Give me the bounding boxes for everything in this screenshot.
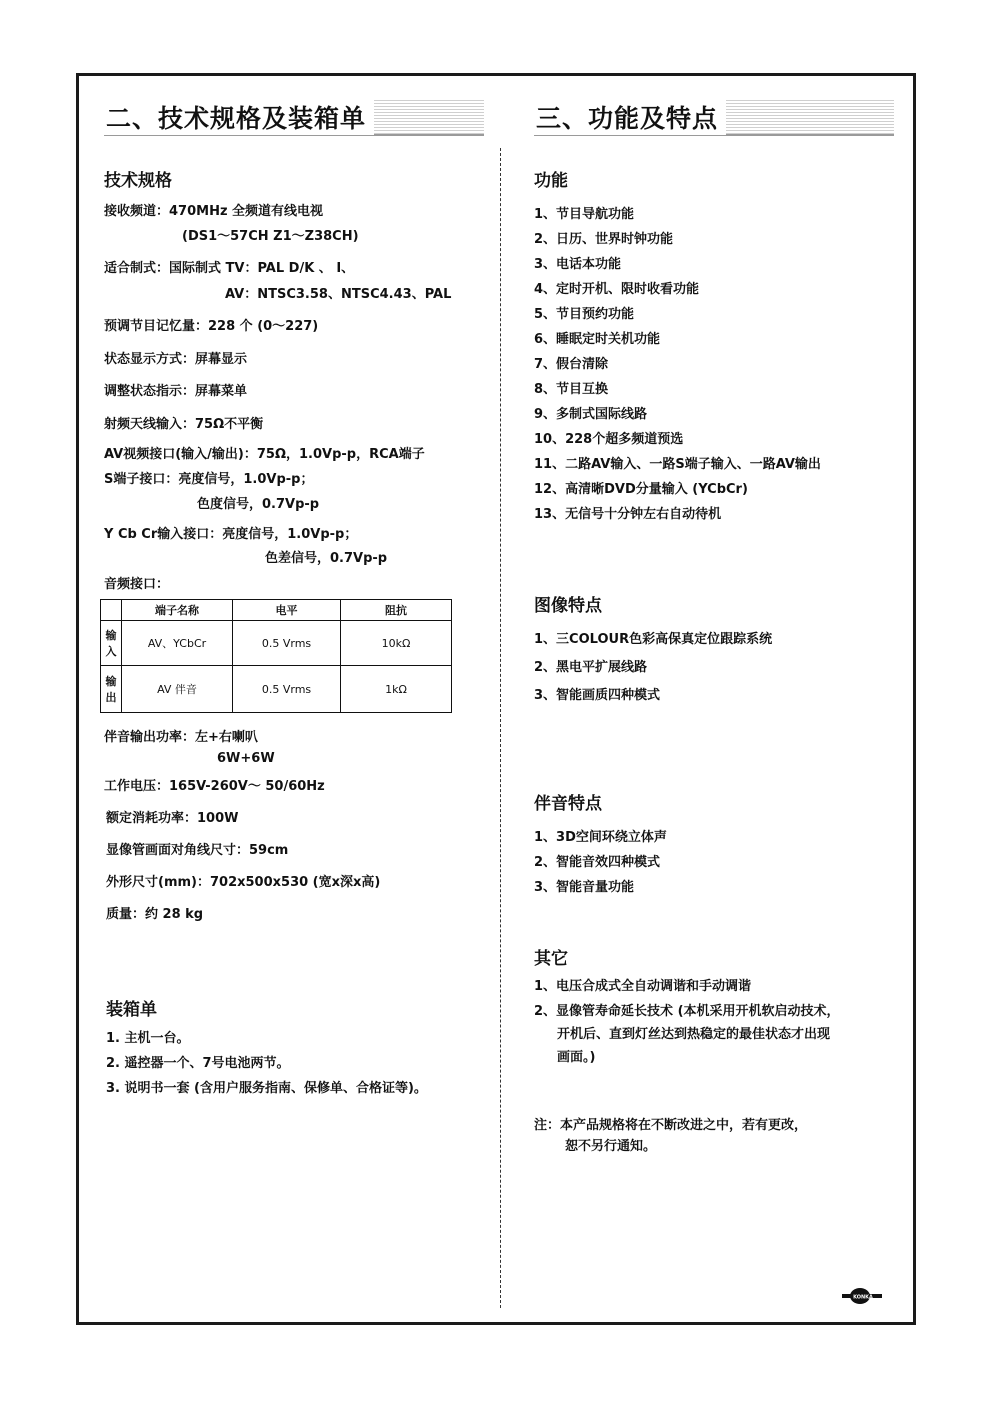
spec-line: 6W+6W bbox=[217, 751, 275, 766]
spec-line: Y Cb Cr输入接口：亮度信号，1.0Vp-p； bbox=[104, 527, 358, 542]
table-group-cell: 输入 bbox=[101, 621, 122, 666]
spec-line: AV视频接口(输入/输出)：75Ω，1.0Vp-p，RCA端子 bbox=[104, 447, 425, 462]
list-item: 3. 说明书一套 (含用户服务指南、保修单、合格证等)。 bbox=[106, 1081, 427, 1096]
list-item: 10、228个超多频道预选 bbox=[534, 432, 684, 447]
table-group-cell: 输出 bbox=[101, 666, 122, 713]
table-corner-cell bbox=[101, 600, 122, 621]
spec-line: 伴音输出功率：左+右喇叭 bbox=[104, 730, 258, 745]
list-item: 1. 主机一台。 bbox=[106, 1031, 190, 1046]
table-cell: AV、YCbCr bbox=[122, 621, 233, 666]
other-item: 1、电压合成式全自动调谐和手动调谐 bbox=[534, 979, 752, 994]
other-item: 2、显像管寿命延长技术 (本机采用开机软启动技术， bbox=[534, 1004, 840, 1019]
spec-line: 色差信号，0.7Vp-p bbox=[265, 551, 388, 566]
right-section-banner bbox=[534, 100, 894, 136]
left-banner-title: 二、技术规格及装箱单 bbox=[104, 99, 374, 135]
column-divider bbox=[500, 148, 501, 1308]
spec-line: 状态显示方式：屏幕显示 bbox=[104, 352, 248, 367]
spec-line: 外形尺寸(mm)：702x500x530 (宽x深x高) bbox=[106, 875, 381, 890]
list-item: 1、节目导航功能 bbox=[534, 207, 635, 222]
list-item: 3、电话本功能 bbox=[534, 257, 622, 272]
image-features-list bbox=[534, 628, 772, 712]
functions-list bbox=[534, 203, 821, 528]
right-banner-title: 三、功能及特点 bbox=[534, 99, 726, 135]
list-item: 2、日历、世界时钟功能 bbox=[534, 232, 674, 247]
list-item: 3、智能画质四种模式 bbox=[534, 688, 661, 703]
list-item: 13、无信号十分钟左右自动待机 bbox=[534, 507, 722, 522]
packing-list bbox=[106, 1027, 427, 1102]
list-item: 6、睡眠定时关机功能 bbox=[534, 332, 661, 347]
table-cell: 0.5 Vrms bbox=[233, 621, 341, 666]
list-item: 9、多制式国际线路 bbox=[534, 407, 648, 422]
list-item: 11、二路AV输入、一路S端子输入、一路AV输出 bbox=[534, 457, 821, 472]
spec-line: 接收频道：470MHz 全频道有线电视 bbox=[104, 204, 324, 219]
spec-line: 额定消耗功率：100W bbox=[106, 811, 239, 826]
note-line: 注：本产品规格将在不断改进之中，若有更改， bbox=[534, 1118, 808, 1133]
spec-line: S端子接口：亮度信号，1.0Vp-p； bbox=[104, 472, 314, 487]
list-item: 2、黑电平扩展线路 bbox=[534, 660, 648, 675]
brand-logo bbox=[840, 1284, 886, 1308]
spec-line: 预调节目记忆量：228 个 (0～227) bbox=[104, 319, 319, 334]
list-item: 5、节目预约功能 bbox=[534, 307, 635, 322]
sound-features-list bbox=[534, 826, 667, 901]
list-item: 7、假台清除 bbox=[534, 357, 609, 372]
table-cell: 10kΩ bbox=[341, 621, 452, 666]
table-row bbox=[101, 621, 452, 666]
table-header-row bbox=[101, 600, 452, 621]
spec-line: 射频天线输入：75Ω不平衡 bbox=[104, 417, 264, 432]
other-item-continued: 画面。) bbox=[557, 1050, 596, 1065]
audio-interface-table bbox=[100, 599, 452, 713]
table-header: 端子名称 bbox=[122, 600, 233, 621]
image-features-heading: 图像特点 bbox=[534, 596, 602, 616]
list-item: 3、智能音量功能 bbox=[534, 880, 635, 895]
spec-line: 显像管画面对角线尺寸：59cm bbox=[106, 843, 289, 858]
note-line: 恕不另行通知。 bbox=[565, 1139, 657, 1154]
sound-features-heading: 伴音特点 bbox=[534, 794, 602, 814]
list-item: 4、定时开机、限时收看功能 bbox=[534, 282, 700, 297]
other-heading: 其它 bbox=[534, 949, 568, 969]
list-item: 12、高清晰DVD分量输入 (YCbCr) bbox=[534, 482, 748, 497]
spec-line: 适合制式：国际制式 TV：PAL D/K 、 I、 bbox=[104, 261, 355, 276]
list-item: 1、三COLOUR色彩高保真定位跟踪系统 bbox=[534, 632, 773, 647]
brand-logo-text: KONKA bbox=[853, 1294, 873, 1301]
list-item: 8、节目互换 bbox=[534, 382, 609, 397]
spec-line: 调整状态指示：屏幕菜单 bbox=[104, 384, 248, 399]
left-section-banner bbox=[104, 100, 484, 136]
table-header: 电平 bbox=[233, 600, 341, 621]
table-header: 阻抗 bbox=[341, 600, 452, 621]
packing-heading: 装箱单 bbox=[106, 1000, 157, 1020]
spec-line: 工作电压：165V-260V～ 50/60Hz bbox=[104, 779, 325, 794]
spec-line: 色度信号，0.7Vp-p bbox=[197, 497, 320, 512]
table-cell: 0.5 Vrms bbox=[233, 666, 341, 713]
table-row bbox=[101, 666, 452, 713]
spec-line: (DS1～57CH Z1～Z38CH) bbox=[182, 229, 359, 244]
table-cell: 1kΩ bbox=[341, 666, 452, 713]
spec-heading: 技术规格 bbox=[104, 171, 172, 191]
list-item: 2. 遥控器一个、7号电池两节。 bbox=[106, 1056, 290, 1071]
spec-line: AV：NTSC3.58、NTSC4.43、PAL bbox=[225, 287, 452, 302]
spec-line: 音频接口： bbox=[104, 577, 170, 592]
functions-heading: 功能 bbox=[534, 171, 568, 191]
table-cell: AV 伴音 bbox=[122, 666, 233, 713]
other-item-continued: 开机后、直到灯丝达到热稳定的最佳状态才出现 bbox=[557, 1027, 831, 1042]
list-item: 1、3D空间环绕立体声 bbox=[534, 830, 667, 845]
list-item: 2、智能音效四种模式 bbox=[534, 855, 661, 870]
spec-line: 质量：约 28 kg bbox=[106, 907, 204, 922]
